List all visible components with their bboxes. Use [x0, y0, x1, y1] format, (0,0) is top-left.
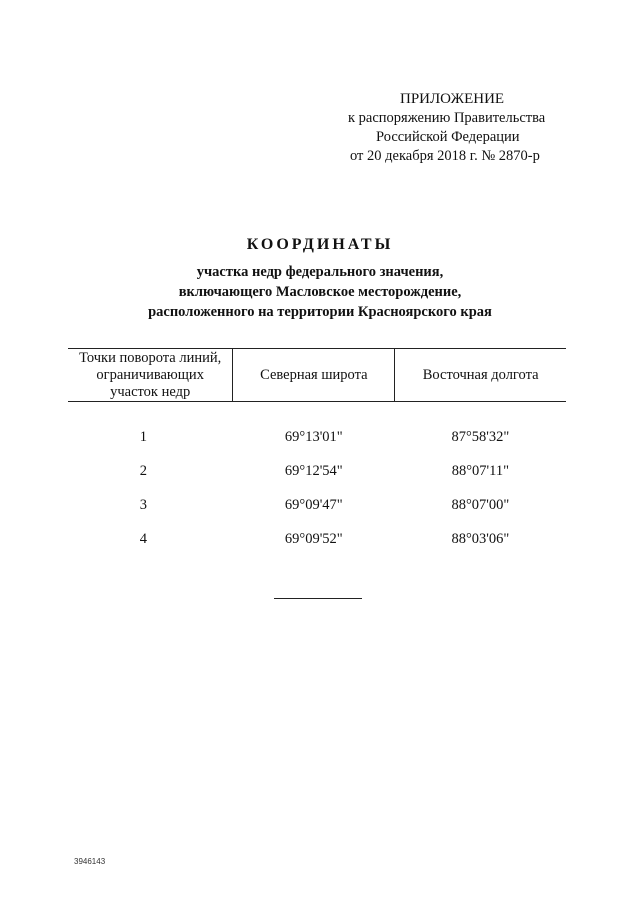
- appendix-date-number: от 20 декабря 2018 г. № 2870-р: [350, 148, 540, 164]
- point-number: 3: [139, 496, 148, 513]
- header-latitude: Северная широта: [233, 349, 395, 402]
- longitude-value: 87°58'32": [451, 428, 510, 445]
- latitude-value: 69°13'01": [284, 428, 343, 445]
- longitude-value: 88°07'11": [451, 462, 510, 479]
- document-title: КООРДИНАТЫ: [246, 236, 394, 253]
- table-header-row: [68, 349, 566, 402]
- point-number: 1: [139, 428, 148, 445]
- longitude-value: 88°07'00": [451, 496, 510, 513]
- table-row: [68, 488, 566, 522]
- header-longitude: Восточная долгота: [395, 349, 566, 402]
- header-point: Точки поворота линий, ограничивающих участок недр: [68, 349, 233, 402]
- document-subtitle: [0, 262, 640, 322]
- appendix-block: [330, 90, 580, 166]
- longitude-value: 88°03'06": [451, 530, 510, 547]
- latitude-value: 69°12'54": [284, 462, 343, 479]
- end-divider: [274, 598, 362, 599]
- latitude-value: 69°09'47": [284, 496, 343, 513]
- subtitle-line-3: расположенного на территории Красноярского края: [148, 304, 492, 320]
- latitude-value: 69°09'52": [284, 530, 343, 547]
- coordinates-table: [68, 348, 566, 556]
- appendix-title: ПРИЛОЖЕНИЕ: [400, 91, 505, 107]
- document-code: 3946143: [74, 857, 106, 866]
- appendix-authority: Российской Федерации: [376, 129, 520, 145]
- point-number: 4: [139, 530, 148, 547]
- point-number: 2: [139, 462, 148, 479]
- subtitle-line-1: участка недр федерального значения,: [196, 264, 444, 280]
- table-row: [68, 454, 566, 488]
- table-row: [68, 522, 566, 556]
- appendix-reference: к распоряжению Правительства: [348, 110, 546, 126]
- table-row: [68, 402, 566, 455]
- subtitle-line-2: включающего Масловское месторождение,: [178, 284, 462, 300]
